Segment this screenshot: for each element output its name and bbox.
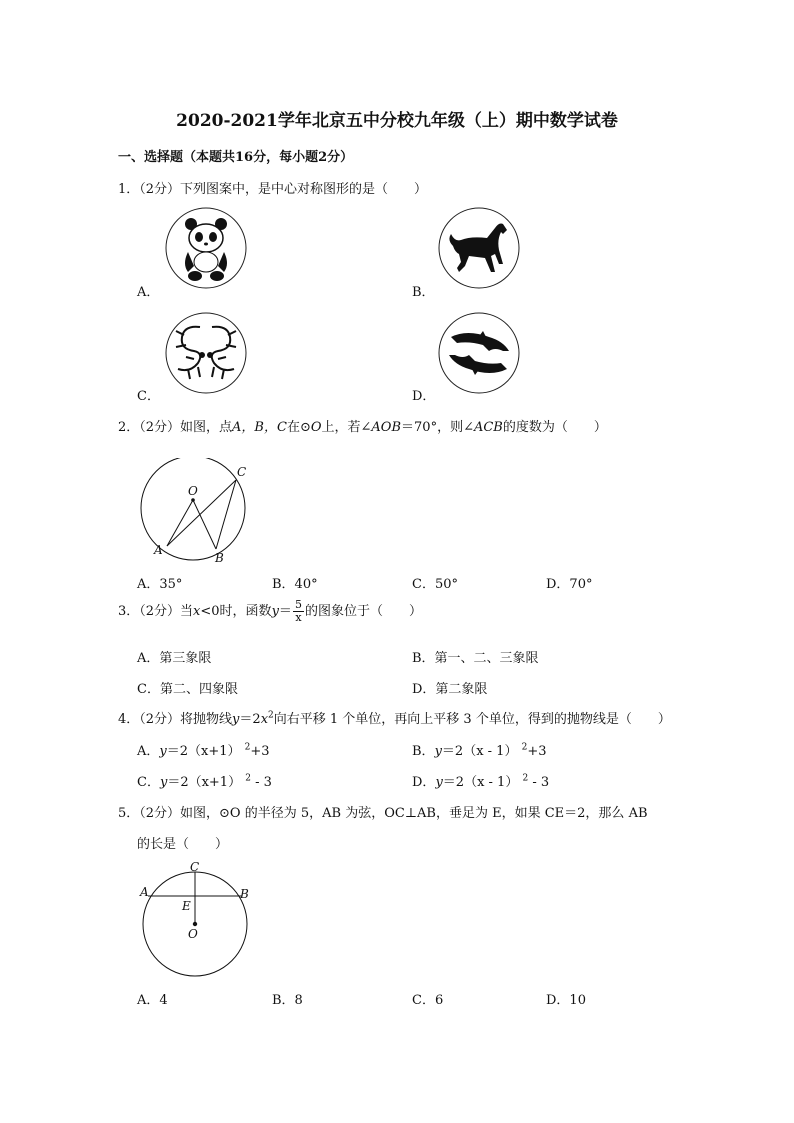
- q3-option-d: D．第二象限: [412, 682, 488, 697]
- q4-option-c: C．y＝2（x+1） $^2$ - 3: [137, 773, 272, 790]
- q2-label-c: C: [237, 465, 247, 479]
- horse-icon: [437, 206, 521, 290]
- q2-option-a: A．35°: [137, 577, 183, 592]
- question-4-stem: 4．（2分）将抛物线$y=2x^2$向右平移 1 个单位，再向上平移 3 个单位，得到的抛物线是（ ）: [118, 710, 671, 727]
- question-3-stem: 3．（2分）当x<0时，函数y＝ $\frac{5}{x}$ 的图象位于（ ）: [118, 598, 422, 624]
- q2-circle-figure: [132, 458, 252, 562]
- section-heading: 一、选择题（本题共16分，每小题2分）: [118, 150, 354, 165]
- q5-circle-figure: [136, 858, 256, 978]
- q5-option-c: C．6: [412, 993, 444, 1008]
- q2-option-c: C．50°: [412, 577, 458, 592]
- q5-label-o: O: [188, 927, 198, 941]
- q1-option-a-label: A．: [137, 285, 160, 300]
- q1-option-c-label: C．: [137, 389, 160, 404]
- dragons-icon: [164, 311, 248, 395]
- q5-label-a: A: [140, 885, 149, 899]
- q5-option-d: D．10: [546, 993, 586, 1008]
- q3-option-b: B．第一、二、三象限: [412, 651, 539, 666]
- panda-icon: [164, 206, 248, 290]
- q3-fraction: $\frac{5}{x}$: [294, 598, 302, 624]
- q5-label-c: C: [190, 860, 200, 874]
- q2-label-o: O: [188, 484, 198, 498]
- question-1-stem: 1．（2分）下列图案中，是中心对称图形的是（ ）: [118, 182, 428, 197]
- question-2-stem: 2．（2分）如图，点A，B，C在⊙O上，若∠AOB＝70°，则∠ACB的度数为（ ）: [118, 420, 607, 435]
- q3-option-a: A．第三象限: [137, 651, 212, 666]
- q5-option-a: A．4: [137, 993, 168, 1008]
- q3-option-c: C．第二、四象限: [137, 682, 238, 697]
- page-title: 2020-2021学年北京五中分校九年级（上）期中数学试卷: [176, 111, 618, 131]
- question-5-line-2: 的长是（ ）: [137, 837, 229, 852]
- q4-option-d: D．y＝2（x - 1） $^2$ - 3: [412, 773, 550, 790]
- q4-option-b: B．y＝2（x - 1） $^2$+3: [412, 742, 547, 759]
- q4-option-a: A．y＝2（x+1） $^2$+3: [137, 742, 270, 759]
- dolphins-icon: [437, 311, 521, 395]
- q5-option-b: B．8: [272, 993, 303, 1008]
- q5-label-e: E: [182, 899, 191, 913]
- q2-label-a: A: [154, 543, 163, 557]
- q5-label-b: B: [240, 887, 249, 901]
- q2-option-d: D．70°: [546, 577, 593, 592]
- q2-option-b: B．40°: [272, 577, 318, 592]
- question-5-line-1: 5．（2分）如图，⊙O 的半径为 5，AB 为弦，OC⊥AB，垂足为 E，如果 CE＝2，那么 AB: [118, 806, 648, 821]
- q2-label-b: B: [215, 551, 224, 562]
- q1-option-b-label: B．: [412, 285, 435, 300]
- q1-option-d-label: D．: [412, 389, 436, 404]
